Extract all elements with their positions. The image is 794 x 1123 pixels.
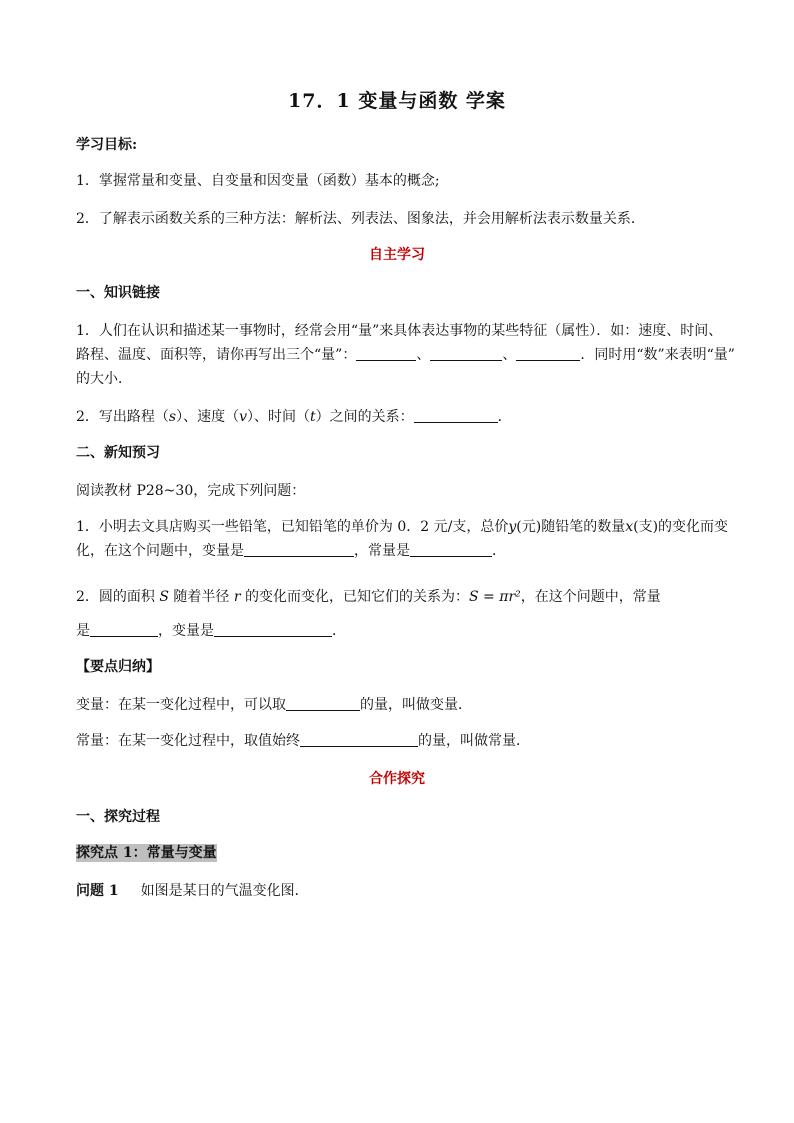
answer-blank[interactable]	[410, 543, 492, 557]
summary-text: 的量，叫做变量．	[360, 697, 472, 713]
goals-heading: 学习目标:	[76, 137, 138, 153]
summary-text: 变量：在某一变化过程中，可以取	[76, 697, 286, 713]
knowledge-q1-text-a: 路程、温度、面积等，请你再写出三个“量”：	[76, 347, 357, 363]
preview-q1-line1	[76, 518, 728, 536]
answer-blank[interactable]	[356, 347, 416, 361]
answer-blank[interactable]	[244, 543, 354, 557]
preview-intro: 阅读教材 P28~30，完成下列问题：	[76, 483, 306, 499]
answer-blank[interactable]	[90, 623, 158, 637]
var-S: S	[159, 589, 169, 605]
goal-item-1: 1．掌握常量和变量、自变量和因变量（函数）基本的概念;	[76, 173, 440, 189]
answer-blank[interactable]	[430, 347, 502, 361]
answer-blank[interactable]	[414, 409, 498, 423]
q2-text: 2．写出路程（	[76, 409, 169, 425]
answer-blank[interactable]	[214, 623, 332, 637]
separator: 、	[416, 347, 431, 363]
answer-blank[interactable]	[286, 697, 360, 711]
section-cooperate: 合作探究	[369, 771, 425, 787]
part1-heading: 一、知识链接	[76, 285, 160, 301]
q2-text: ，在这个问题中，常量	[520, 589, 661, 605]
problem-text: 如图是某日的气温变化图．	[140, 883, 309, 899]
summary-variable	[76, 696, 472, 714]
summary-text: 的量，叫做常量．	[418, 733, 530, 749]
preview-q2-line2	[76, 622, 346, 640]
q1-text: (元)随铅笔的数量	[516, 519, 626, 535]
var-r: r	[233, 589, 241, 605]
separator: 、	[502, 347, 517, 363]
problem-label: 问题 1	[76, 883, 119, 899]
q2-text: ，变量是	[158, 623, 214, 639]
summary-text: 常量：在某一变化过程中，取值始终	[76, 733, 300, 749]
q1-text: 化，在这个问题中，变量是	[76, 543, 244, 559]
problem-1	[76, 882, 309, 900]
q1-text: 1．小明去文具店购买一些铅笔，已知铅笔的单价为 0．2 元/支，总价	[76, 519, 509, 535]
q2-text: 的变化而变化，已知它们的关系为：	[240, 589, 470, 605]
knowledge-q1-text-b: ．同时用“数”来表明“量”	[580, 347, 735, 363]
var-t: t	[310, 409, 316, 425]
q2-end: ．	[332, 623, 346, 639]
var-x: x	[625, 519, 634, 535]
summary-heading: 【要点归纳】	[76, 659, 160, 675]
knowledge-q2	[76, 408, 512, 426]
explore-point-label: 探究点 1：常量与变量	[76, 845, 217, 861]
answer-blank[interactable]	[516, 347, 580, 361]
section-self-study: 自主学习	[369, 247, 425, 263]
q1-text: ，常量是	[354, 543, 410, 559]
explore-point-1	[76, 844, 217, 862]
q2-text: 2．圆的面积	[76, 589, 160, 605]
q1-text: (支)的变化而变	[633, 519, 729, 535]
knowledge-q1-line2	[76, 346, 735, 364]
q1-end: ．	[492, 543, 506, 559]
part2-heading: 二、新知预习	[76, 445, 160, 461]
var-y: y	[508, 519, 517, 535]
goal-item-2: 2．了解表示函数关系的三种方法：解析法、列表法、图象法，并会用解析法表示数量关系．	[76, 211, 645, 227]
q2-text: ）之间的关系：	[315, 409, 414, 425]
q2-text: 是	[76, 623, 90, 639]
area-formula: S = πr²	[469, 589, 521, 605]
q2-text: ）、速度（	[176, 409, 240, 425]
page-title: 17．1 变量与函数 学案	[288, 90, 506, 112]
preview-q2-line1	[76, 588, 661, 606]
answer-blank[interactable]	[300, 733, 418, 747]
summary-constant	[76, 732, 530, 750]
var-v: v	[239, 409, 248, 425]
q2-end: ．	[497, 409, 512, 425]
knowledge-q1-line1: 1．人们在认识和描述某一事物时，经常会用“量”来具体表达事物的某些特征（属性）．如：速度、时间、	[76, 323, 723, 339]
var-s: s	[168, 409, 177, 425]
q2-text: 随着半径	[168, 589, 234, 605]
preview-q1-line2	[76, 542, 506, 560]
knowledge-q1-line3: 的大小．	[76, 371, 132, 387]
q2-text: ）、时间（	[247, 409, 311, 425]
part3-heading: 一、探究过程	[76, 809, 160, 825]
